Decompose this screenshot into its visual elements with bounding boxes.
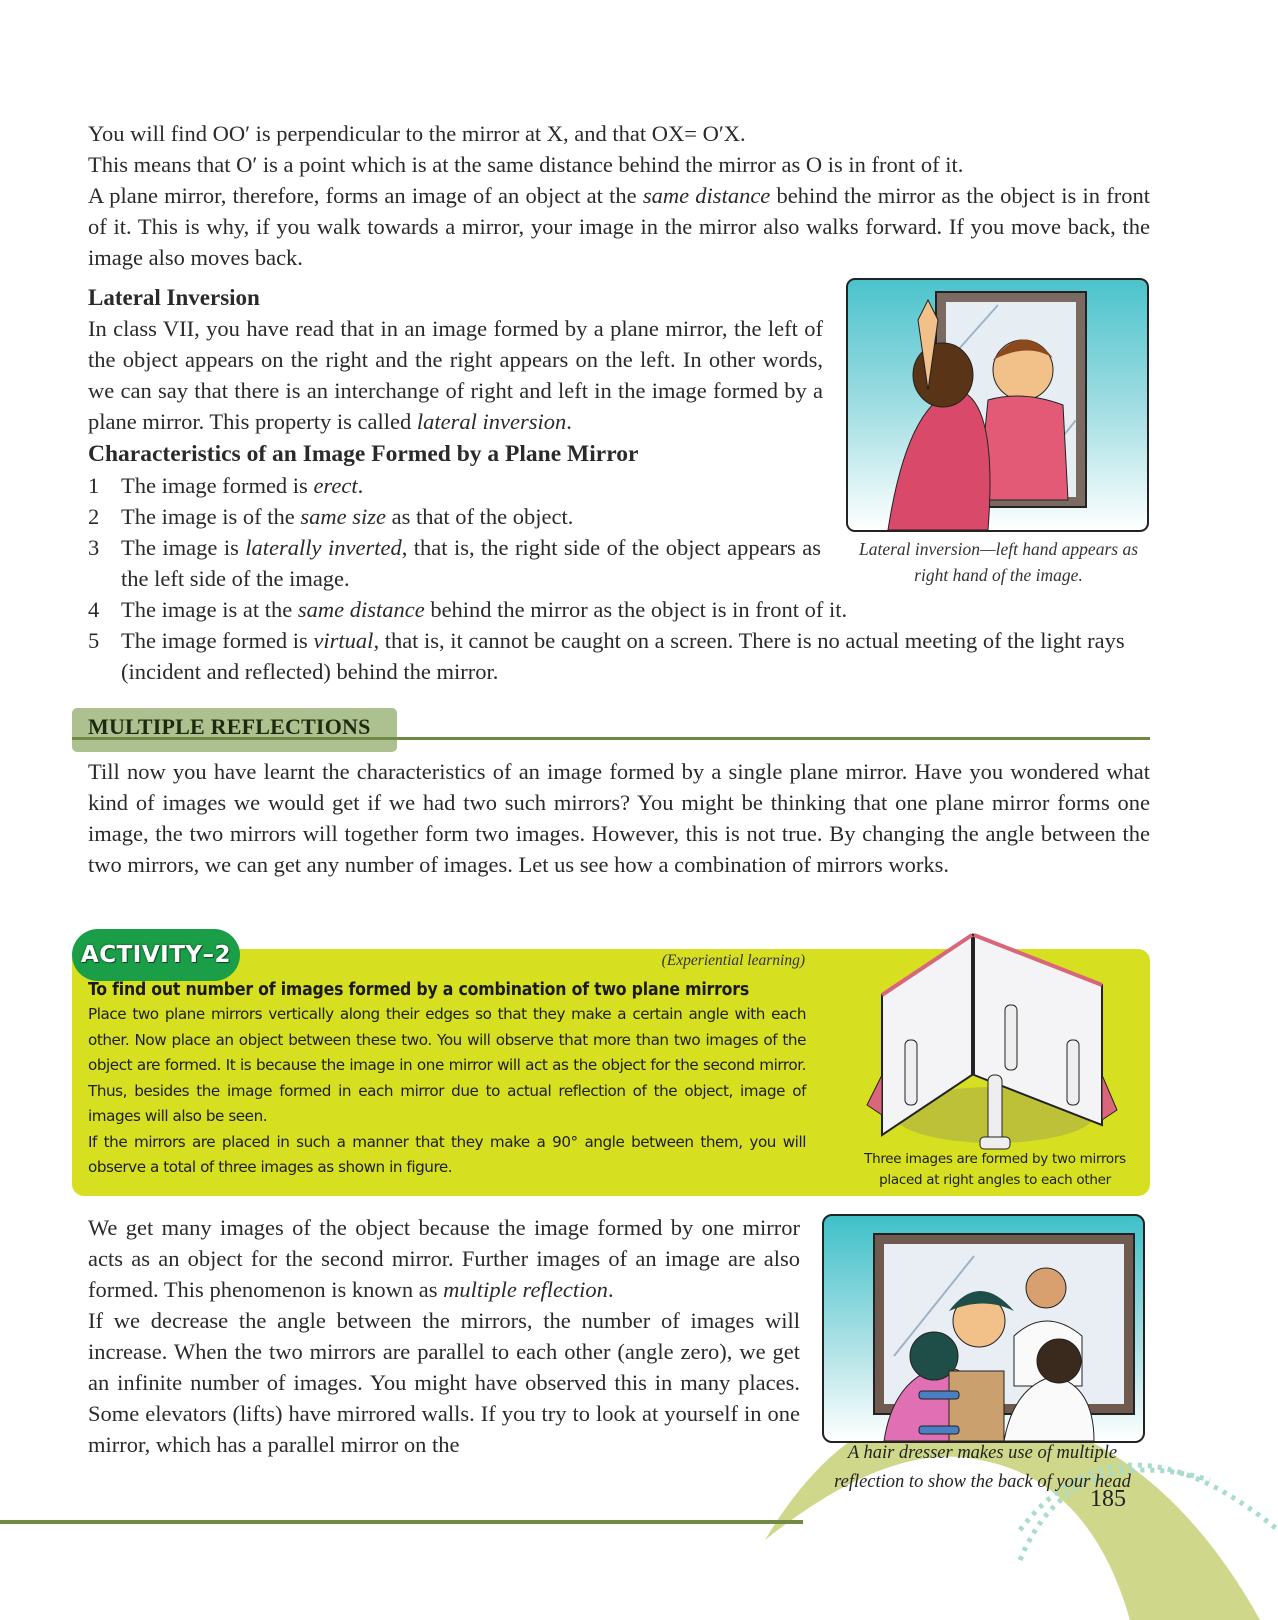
lateral-inversion-caption: Lateral inversion—left hand appears as right hand of the image. <box>858 539 1139 585</box>
page-number: 185 <box>1090 1486 1126 1512</box>
list-item: 1 The image formed is erect. <box>88 473 364 498</box>
hair-dresser-caption: A hair dresser makes use of multiple reflection to show the back of your head <box>834 1443 1131 1492</box>
two-mirrors-caption: Three images are formed by two mirrors placed at right angles to each other <box>864 1151 1126 1188</box>
activity-body <box>88 1002 806 1181</box>
intro-text <box>88 118 1150 273</box>
multiple-reflections-heading: MULTIPLE REFLECTIONS <box>88 714 371 739</box>
footer-rule <box>0 1520 803 1524</box>
intro-paragraph: A plane mirror, therefore, forms an image of an object at the same distance behind the mirror as the object is in front of it. This is why, if you walk towards a mirror, your image in the mirror also walks forward. If you move back, the image also moves back. <box>88 183 1150 270</box>
lateral-inversion-heading: Lateral Inversion <box>88 285 260 310</box>
multiple-reflection-paragraph-2: If we decrease the angle between the mirrors, the number of images will increase. When the two mirrors are parallel to each other (angle zero), we get an infinite number of images. You might have observed this in many places. Some elevators (lifts) have mirrored walls. If you try to look at yourself in one mirror, which has a parallel mirror on the <box>88 1308 800 1457</box>
list-item: 4 The image is at the same distance behind the mirror as the object is in front of it. <box>88 597 848 622</box>
multiple-reflection-text <box>88 1212 800 1460</box>
two-mirrors-illustration <box>862 925 1124 1153</box>
intro-line-1: You will find OO′ is perpendicular to the mirror at X, and that OX= O′X. <box>88 121 746 146</box>
multiple-reflection-paragraph-1: We get many images of the object because the image formed by one mirror acts as an object for the second mirror. Further images of an image are also formed. This phenomenon is known as multiple reflection. <box>88 1215 800 1302</box>
characteristics-heading: Characteristics of an Image Formed by a Plane Mirror <box>88 441 639 467</box>
hair-dresser-illustration <box>822 1214 1145 1443</box>
multiple-reflections-paragraph: Till now you have learnt the characteristics of an image formed by a single plane mirror. Have you wondered what kind of images we would get if we had two such mirrors? You might be thinking that one plane mirror forms one image, the two mirrors will together form two images. However, this is not true. By changing the angle between the two mirrors, we can get any number of images. Let us see how a combination of mirrors works. <box>88 759 1150 877</box>
activity-tag: (Experiential learning) <box>661 952 805 969</box>
intro-line-2: This means that O′ is a point which is at the same distance behind the mirror as O is in front of it. <box>88 152 964 177</box>
activity-label: ACTIVITY–2 <box>72 929 240 981</box>
list-item: 2 The image is of the same size as that of the object. <box>88 504 574 529</box>
characteristics-list <box>88 470 1150 687</box>
activity-paragraph-2: If the mirrors are placed in such a manner that they make a 90° angle between them, you will observe a total of three images as shown in figure. <box>88 1132 806 1176</box>
lateral-inversion-paragraph: In class VII, you have read that in an image formed by a plane mirror, the left of the object appears on the right and the right appears on the left. In other words, we can say that there is an interchange of right and left in the image formed by a plane mirror. This property is called lateral inversion. <box>88 316 823 434</box>
list-item: 3 The image is laterally inverted, that is, the right side of the object appears as the left side of the image. <box>88 535 822 591</box>
activity-aim: To find out number of images formed by a combination of two plane mirrors <box>88 980 750 1000</box>
list-item: 5 The image formed is virtual, that is, it cannot be caught on a screen. There is no actual meeting of the light rays (incident and reflected) behind the mirror. <box>88 628 1125 684</box>
activity-paragraph-1: Place two plane mirrors vertically along their edges so that they make a certain angle with each other. Now place an object between these two. You will observe that more than two images of the object are formed. It is because the image in one mirror will act as the object for the second mirror. Thus, besides the image formed in each mirror due to actual reflection of the object, image of images will also be seen. <box>88 1005 806 1125</box>
